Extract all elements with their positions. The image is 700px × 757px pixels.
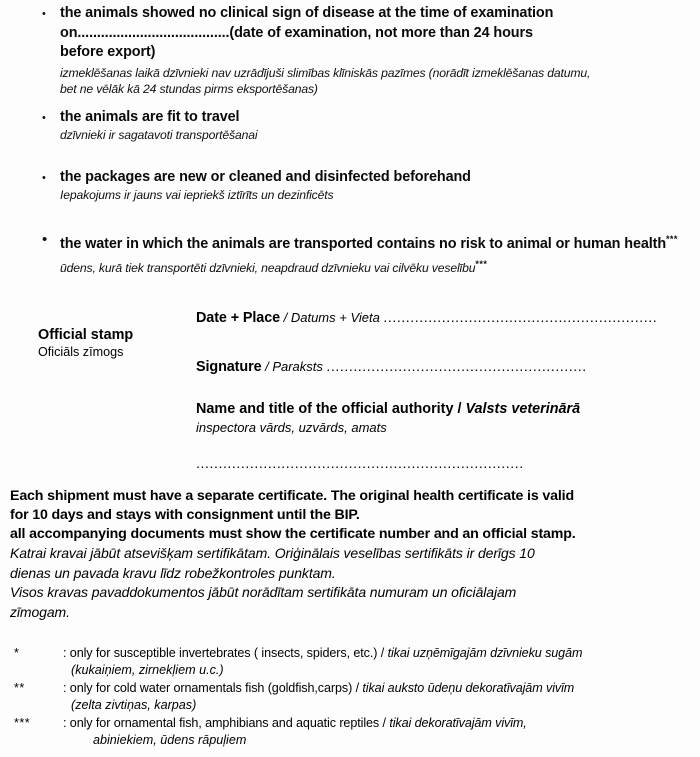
conditions-bullet-list — [0, 0, 700, 278]
bullet-en-line — [60, 230, 700, 254]
bullet-item-examination — [0, 4, 700, 98]
bullet-marker-icon: • — [42, 111, 46, 124]
bullet-en-line: on.......................................(date of examination, not more than 24 hours — [60, 24, 533, 41]
bullet-en-text: the water in which the animals are transported contains no risk to animal or human health — [60, 235, 667, 252]
shipment-note-lv-line: Visos kravas pavaddokumentos jābūt norādītam sertifikāta numuram un oficiālajam — [10, 584, 517, 600]
shipment-note-en-line: all accompanying documents must show the certificate number and an official stamp. — [10, 526, 576, 542]
bullet-lv-line: Iepakojums ir jauns vai iepriekš iztīrīts un dezinficēts — [60, 188, 334, 202]
bullet-en-line: the animals are fit to travel — [60, 108, 240, 125]
signature-label-en: Signature — [196, 359, 262, 375]
date-place-field — [196, 309, 696, 327]
label-separator: / — [453, 401, 466, 417]
bullet-en-line: the animals showed no clinical sign of disease at the time of examination — [60, 5, 554, 21]
bullet-lv-line: izmeklēšanas laikā dzīvnieki nav uzrādījuši slimības klīniskās pazīmes (norādīt izmeklēšanas datumu, — [60, 65, 591, 80]
label-separator: / — [280, 310, 291, 325]
bullet-marker-icon: • — [42, 8, 46, 20]
footnote-text-en: : only for cold water ornamentals fish (goldfish,carps) / — [63, 681, 363, 695]
official-stamp-label-en: Official stamp — [38, 327, 134, 343]
name-title-label-lv-line2: inspectora vārds, uzvārds, amats — [196, 420, 387, 435]
shipment-note-lv-line: zīmogam. — [10, 603, 70, 620]
bullet-lv-line: dzīvnieki ir sagatavoti transportēšanai — [60, 128, 258, 142]
footnote-ref-superscript: *** — [475, 258, 488, 269]
official-stamp-area — [38, 326, 133, 361]
shipment-note-lv-line: dienas un pavada kravu līdz robežkontroles punktam. — [10, 564, 336, 581]
footnote-marker: ** — [14, 681, 25, 695]
bullet-lv-text: ūdens, kurā tiek transportēti dzīvnieki, neapdraud dzīvnieku vai cilvēku veselību — [60, 260, 476, 275]
shipment-note-lv-line: Katrai kravai jābūt atsevišķam sertifikātam. Oriģinālais veselības sertifikāts ir derīgs 10 — [10, 545, 535, 561]
footnote-double-asterisk — [10, 680, 690, 714]
name-title-field — [196, 400, 682, 436]
footnote-marker: * — [14, 646, 20, 660]
name-title-label-lv: Valsts veterinārā — [465, 401, 581, 417]
bullet-marker-icon: • — [42, 171, 46, 184]
footnote-marker: *** — [14, 716, 31, 730]
bullet-en-line: the packages are new or cleaned and disinfected beforehand — [60, 168, 471, 185]
footnotes-block — [10, 645, 690, 750]
date-place-label-lv: Datums + Vieta — [290, 310, 380, 325]
shipment-note-en-line: Each shipment must have a separate certificate. The original health certificate is valid — [10, 488, 574, 504]
label-separator: / — [261, 359, 273, 374]
footnote-continuation: (zelta zivtiņas, karpas) — [71, 698, 197, 712]
footnote-text — [63, 645, 690, 662]
bullet-item-fit-to-travel — [0, 108, 700, 144]
date-place-label-en: Date + Place — [196, 310, 280, 326]
footnote-single-asterisk — [10, 645, 690, 679]
footnote-continuation: (kukaiņiem, zirnekļiem u.c.) — [71, 663, 224, 677]
bullet-marker-icon: • — [42, 230, 48, 248]
footnote-text-lv: tikai auksto ūdeņu dekoratīvajām vivīm — [362, 681, 575, 695]
bullet-item-water — [0, 230, 700, 277]
footnote-text — [63, 680, 690, 697]
bullet-lv-line: bet ne vēlāk kā 24 stundas pirms eksportēšanas) — [60, 82, 318, 96]
footnote-text-lv: tikai dekoratīvajām vivīm, — [389, 716, 527, 730]
signature-dotted-line[interactable]: .......................................................... — [322, 358, 587, 374]
signature-field — [196, 358, 696, 376]
bullet-item-packages — [0, 168, 700, 204]
footnote-triple-asterisk — [10, 715, 690, 749]
name-title-label-en: Name and title of the official authority — [196, 401, 454, 417]
name-title-dotted-line-row — [196, 455, 696, 471]
shipment-note-en-line: for 10 days and stays with consignment until the BIP. — [10, 507, 360, 523]
signature-label-lv: Paraksts — [272, 359, 323, 374]
footnote-text-en: : only for susceptible invertebrates ( insects, spiders, etc.) / — [63, 646, 388, 660]
name-title-dotted-line[interactable]: ......................................................................... — [196, 455, 524, 471]
footnote-text-lv: tikai uzņēmīgajām dzīvnieku sugām — [387, 646, 583, 660]
shipment-notes-block — [10, 487, 670, 622]
footnote-text-en: : only for ornamental fish, amphibians and aquatic reptiles / — [63, 716, 390, 730]
official-stamp-label-lv: Oficiāls zīmogs — [38, 345, 124, 359]
bullet-en-line: before export) — [60, 44, 156, 60]
footnote-ref-superscript: *** — [666, 233, 678, 244]
bullet-lv-line — [60, 256, 700, 277]
footnote-continuation: abiniekiem, ūdens rāpuļiem — [93, 733, 247, 747]
date-place-dotted-line[interactable]: ............................................................. — [379, 309, 658, 325]
footnote-text — [63, 715, 690, 732]
